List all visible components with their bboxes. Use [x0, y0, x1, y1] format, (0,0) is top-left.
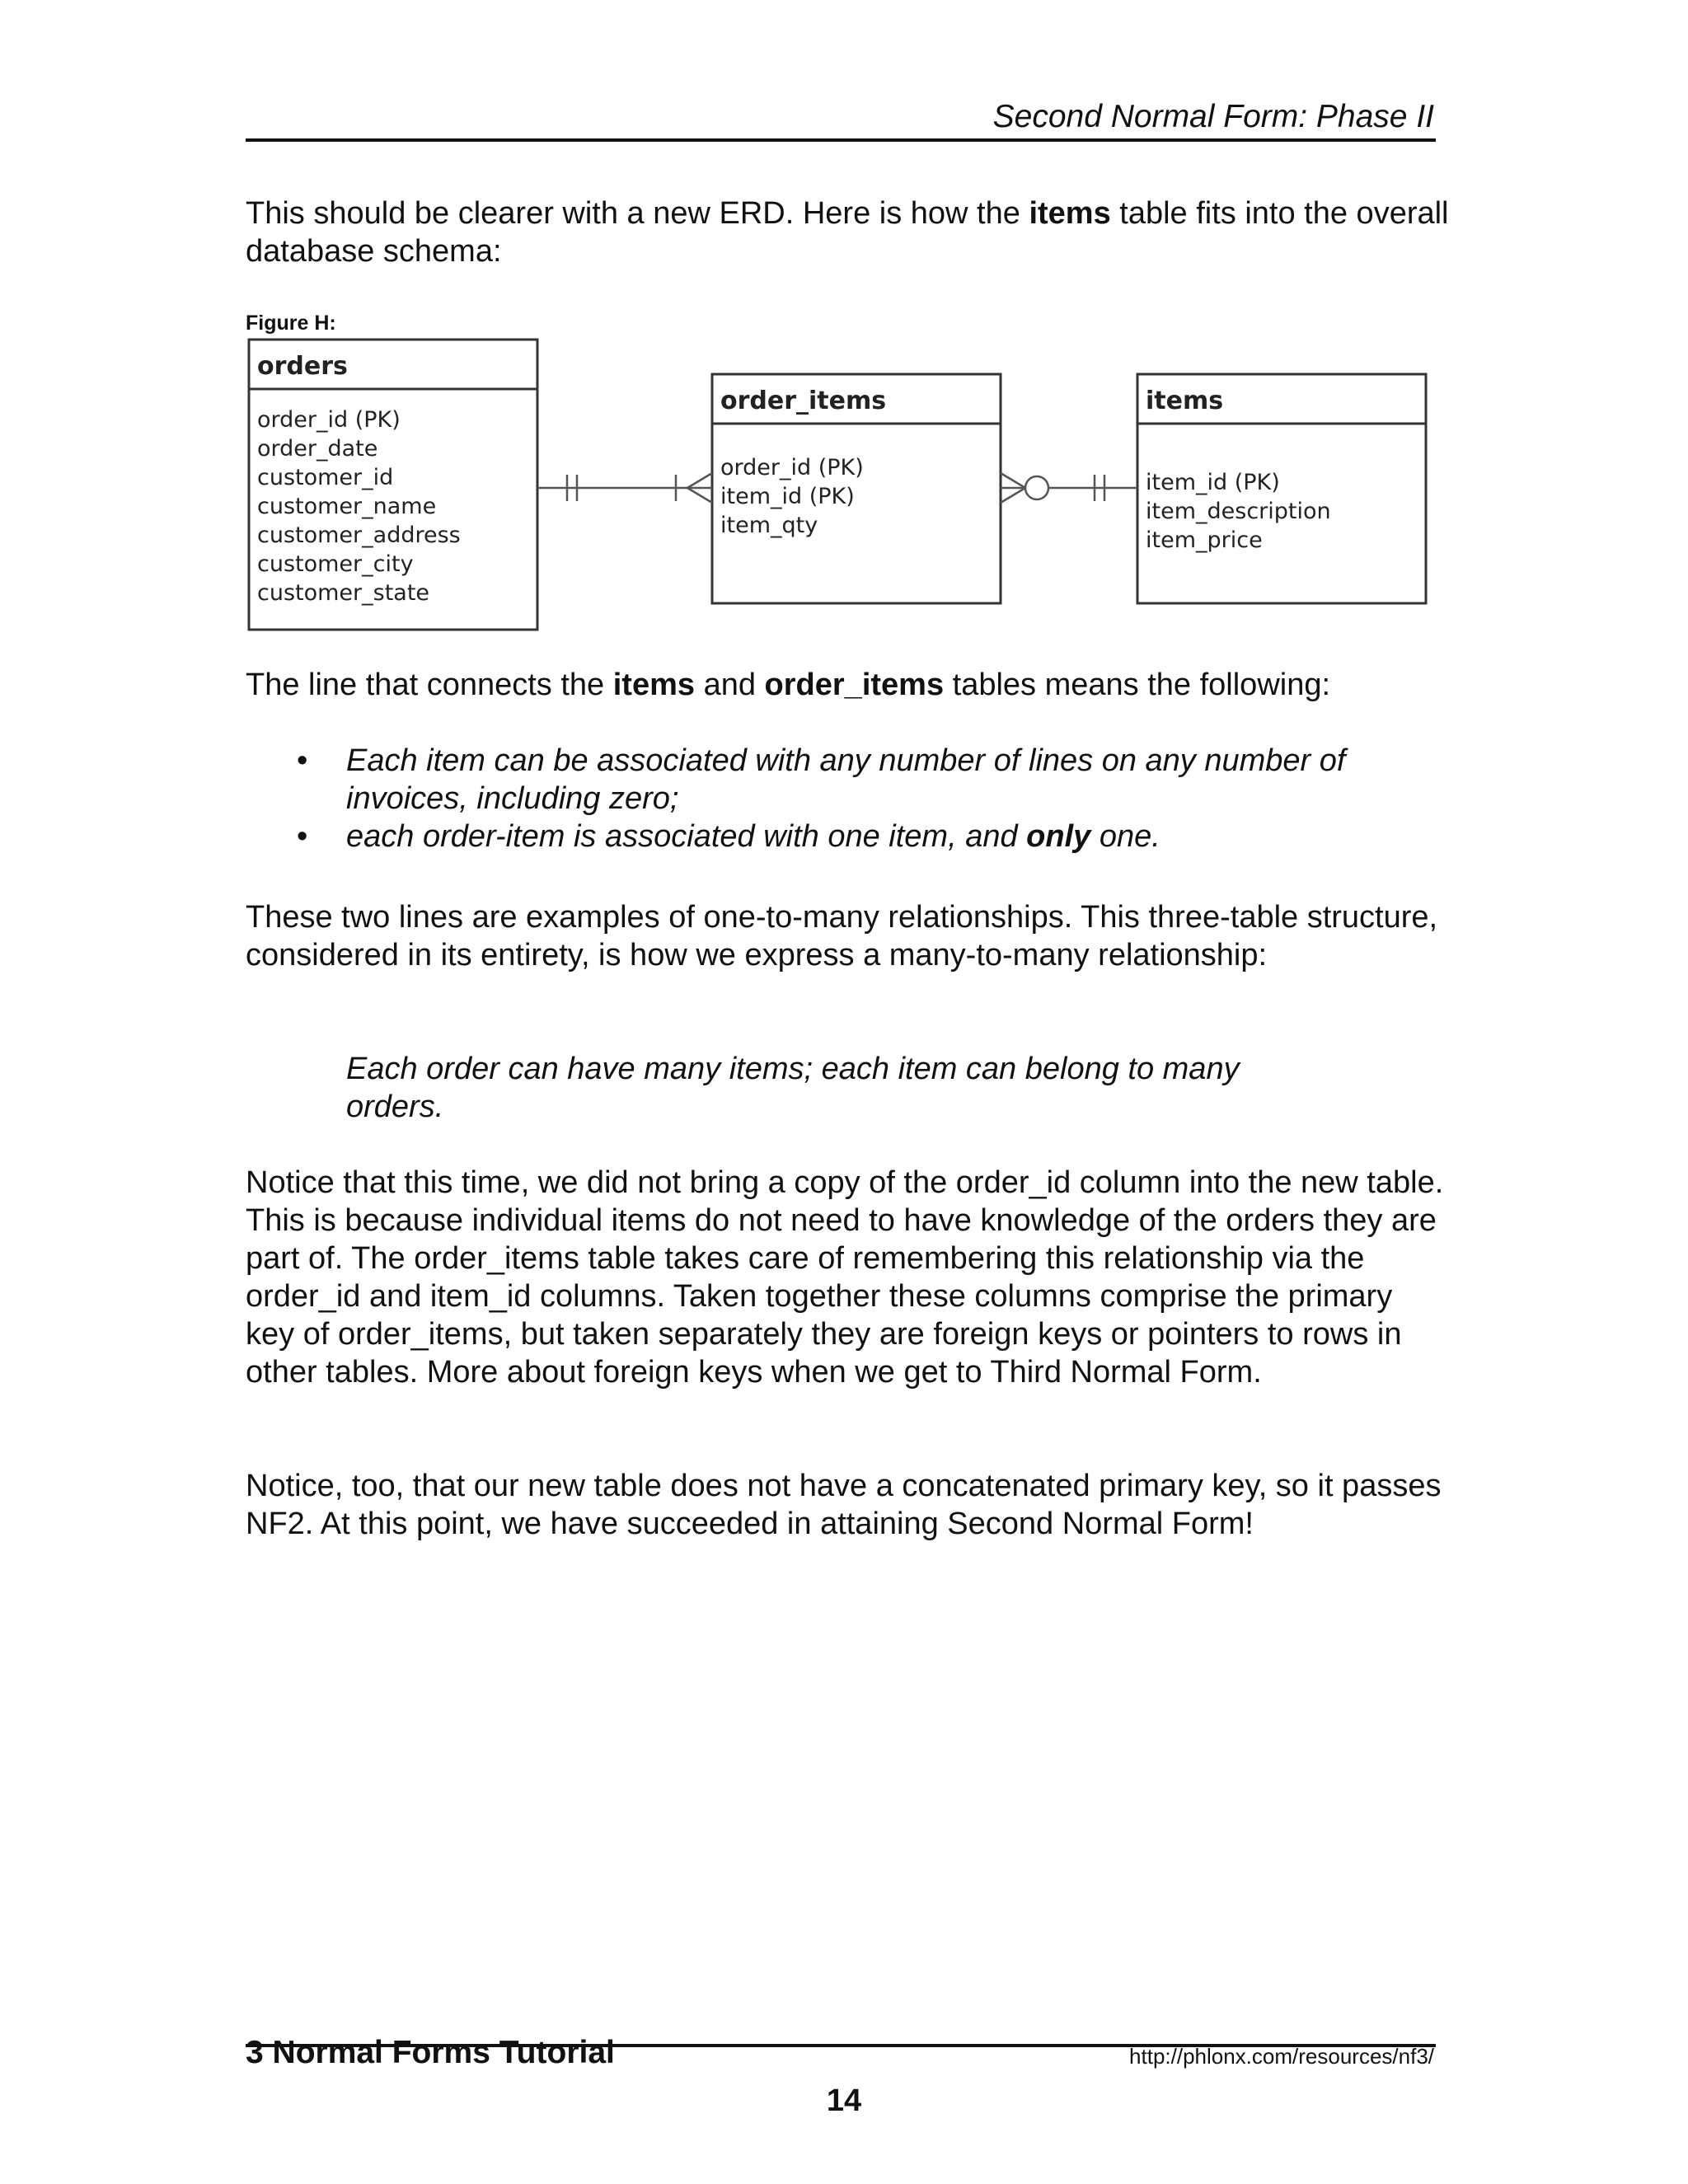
notice-paragraph-1: Notice that this time, we did not bring a copy of the order_id column into the new table. This is because individual items do not need to have knowledge of the orders they are part of. The order_items table takes care of remembering this relationship via the order_id and item_id columns. Taken together these columns comprise the primary key of order_items, but taken separately they are foreign keys or pointers to rows in other tables. More about foreign keys when we get to Third Normal Form.: [246, 1165, 1444, 1390]
order-items-table-name: order_items: [720, 387, 887, 415]
list-item: [297, 818, 1451, 855]
orders-table-name: orders: [257, 352, 348, 381]
bullet-marker: •: [297, 819, 308, 854]
crows-foot-lower-2: [1001, 488, 1025, 503]
bullet-marker: •: [297, 743, 308, 778]
orders-col-4: customer_name: [257, 494, 437, 519]
line-meaning-bold-items: items: [612, 668, 696, 702]
orders-col-5: customer_address: [257, 523, 461, 548]
orders-col-1: order_id (PK): [257, 407, 401, 433]
orders-col-2: order_date: [257, 436, 378, 462]
crows-foot-upper-2: [1001, 473, 1025, 488]
list-item: [297, 742, 1451, 818]
intro-paragraph: [246, 194, 1449, 270]
order-items-col-1: order_id (PK): [720, 455, 864, 480]
notice-paragraph-2: Notice, too, that our new table does not have a concatenated primary key, so it passes NF2. At this point, we have succeeded in attaining Second Normal Form!: [246, 1469, 1442, 1541]
order-items-col-2: item_id (PK): [720, 484, 855, 509]
footer-url: http://phlonx.com/resources/nf3/: [1129, 2044, 1434, 2069]
crows-foot-lower: [687, 488, 712, 503]
crows-foot-upper: [687, 473, 712, 488]
line-meaning-text-3: tables means the following:: [944, 668, 1331, 702]
line-meaning-paragraph: [246, 666, 1449, 704]
orders-col-7: customer_state: [257, 580, 430, 606]
footer-title: 3 Normal Forms Tutorial: [246, 2035, 615, 2070]
relationships-paragraph: These two lines are examples of one-to-many relationships. This three-table structure, considered in its entirety, is how we express a many-to-many relationship:: [246, 900, 1438, 972]
header-rule: [246, 138, 1436, 142]
bullet-text-1: Each item can be associated with any number of lines on any number of invoices, including zero;: [346, 743, 1346, 816]
orders-col-6: customer_city: [257, 551, 414, 577]
intro-text-1: This should be clearer with a new ERD. Here is how the: [246, 196, 1029, 231]
page-number: 14: [826, 2083, 862, 2118]
erd-diagram: [246, 336, 1432, 641]
items-table-name: items: [1146, 387, 1224, 415]
line-meaning-text-2: and: [695, 668, 765, 702]
many-to-many-quote: Each order can have many items; each item can belong to many orders.: [346, 1052, 1240, 1124]
intro-bold-items: items: [1029, 196, 1111, 231]
bullet-text-2b: one.: [1090, 819, 1160, 854]
items-col-2: item_description: [1146, 499, 1331, 524]
items-col-3: item_price: [1146, 527, 1263, 553]
zero-mark-circle: [1025, 476, 1048, 499]
intro-text-2: table fits into the overall database schema:: [246, 196, 1449, 269]
line-meaning-text-1: The line that connects the: [246, 668, 613, 702]
orders-col-3: customer_id: [257, 465, 394, 490]
order-items-col-3: item_qty: [720, 513, 818, 538]
figure-label: Figure H:: [246, 312, 336, 335]
bullet-bold-only: only: [1026, 819, 1091, 854]
page-header-title: Second Normal Form: Phase II: [992, 99, 1434, 134]
bullet-text-2a: each order-item is associated with one item, and: [346, 819, 1027, 854]
relationship-bullet-list: [297, 742, 1451, 855]
items-col-1: item_id (PK): [1146, 470, 1280, 495]
line-meaning-bold-order-items: order_items: [764, 668, 945, 702]
